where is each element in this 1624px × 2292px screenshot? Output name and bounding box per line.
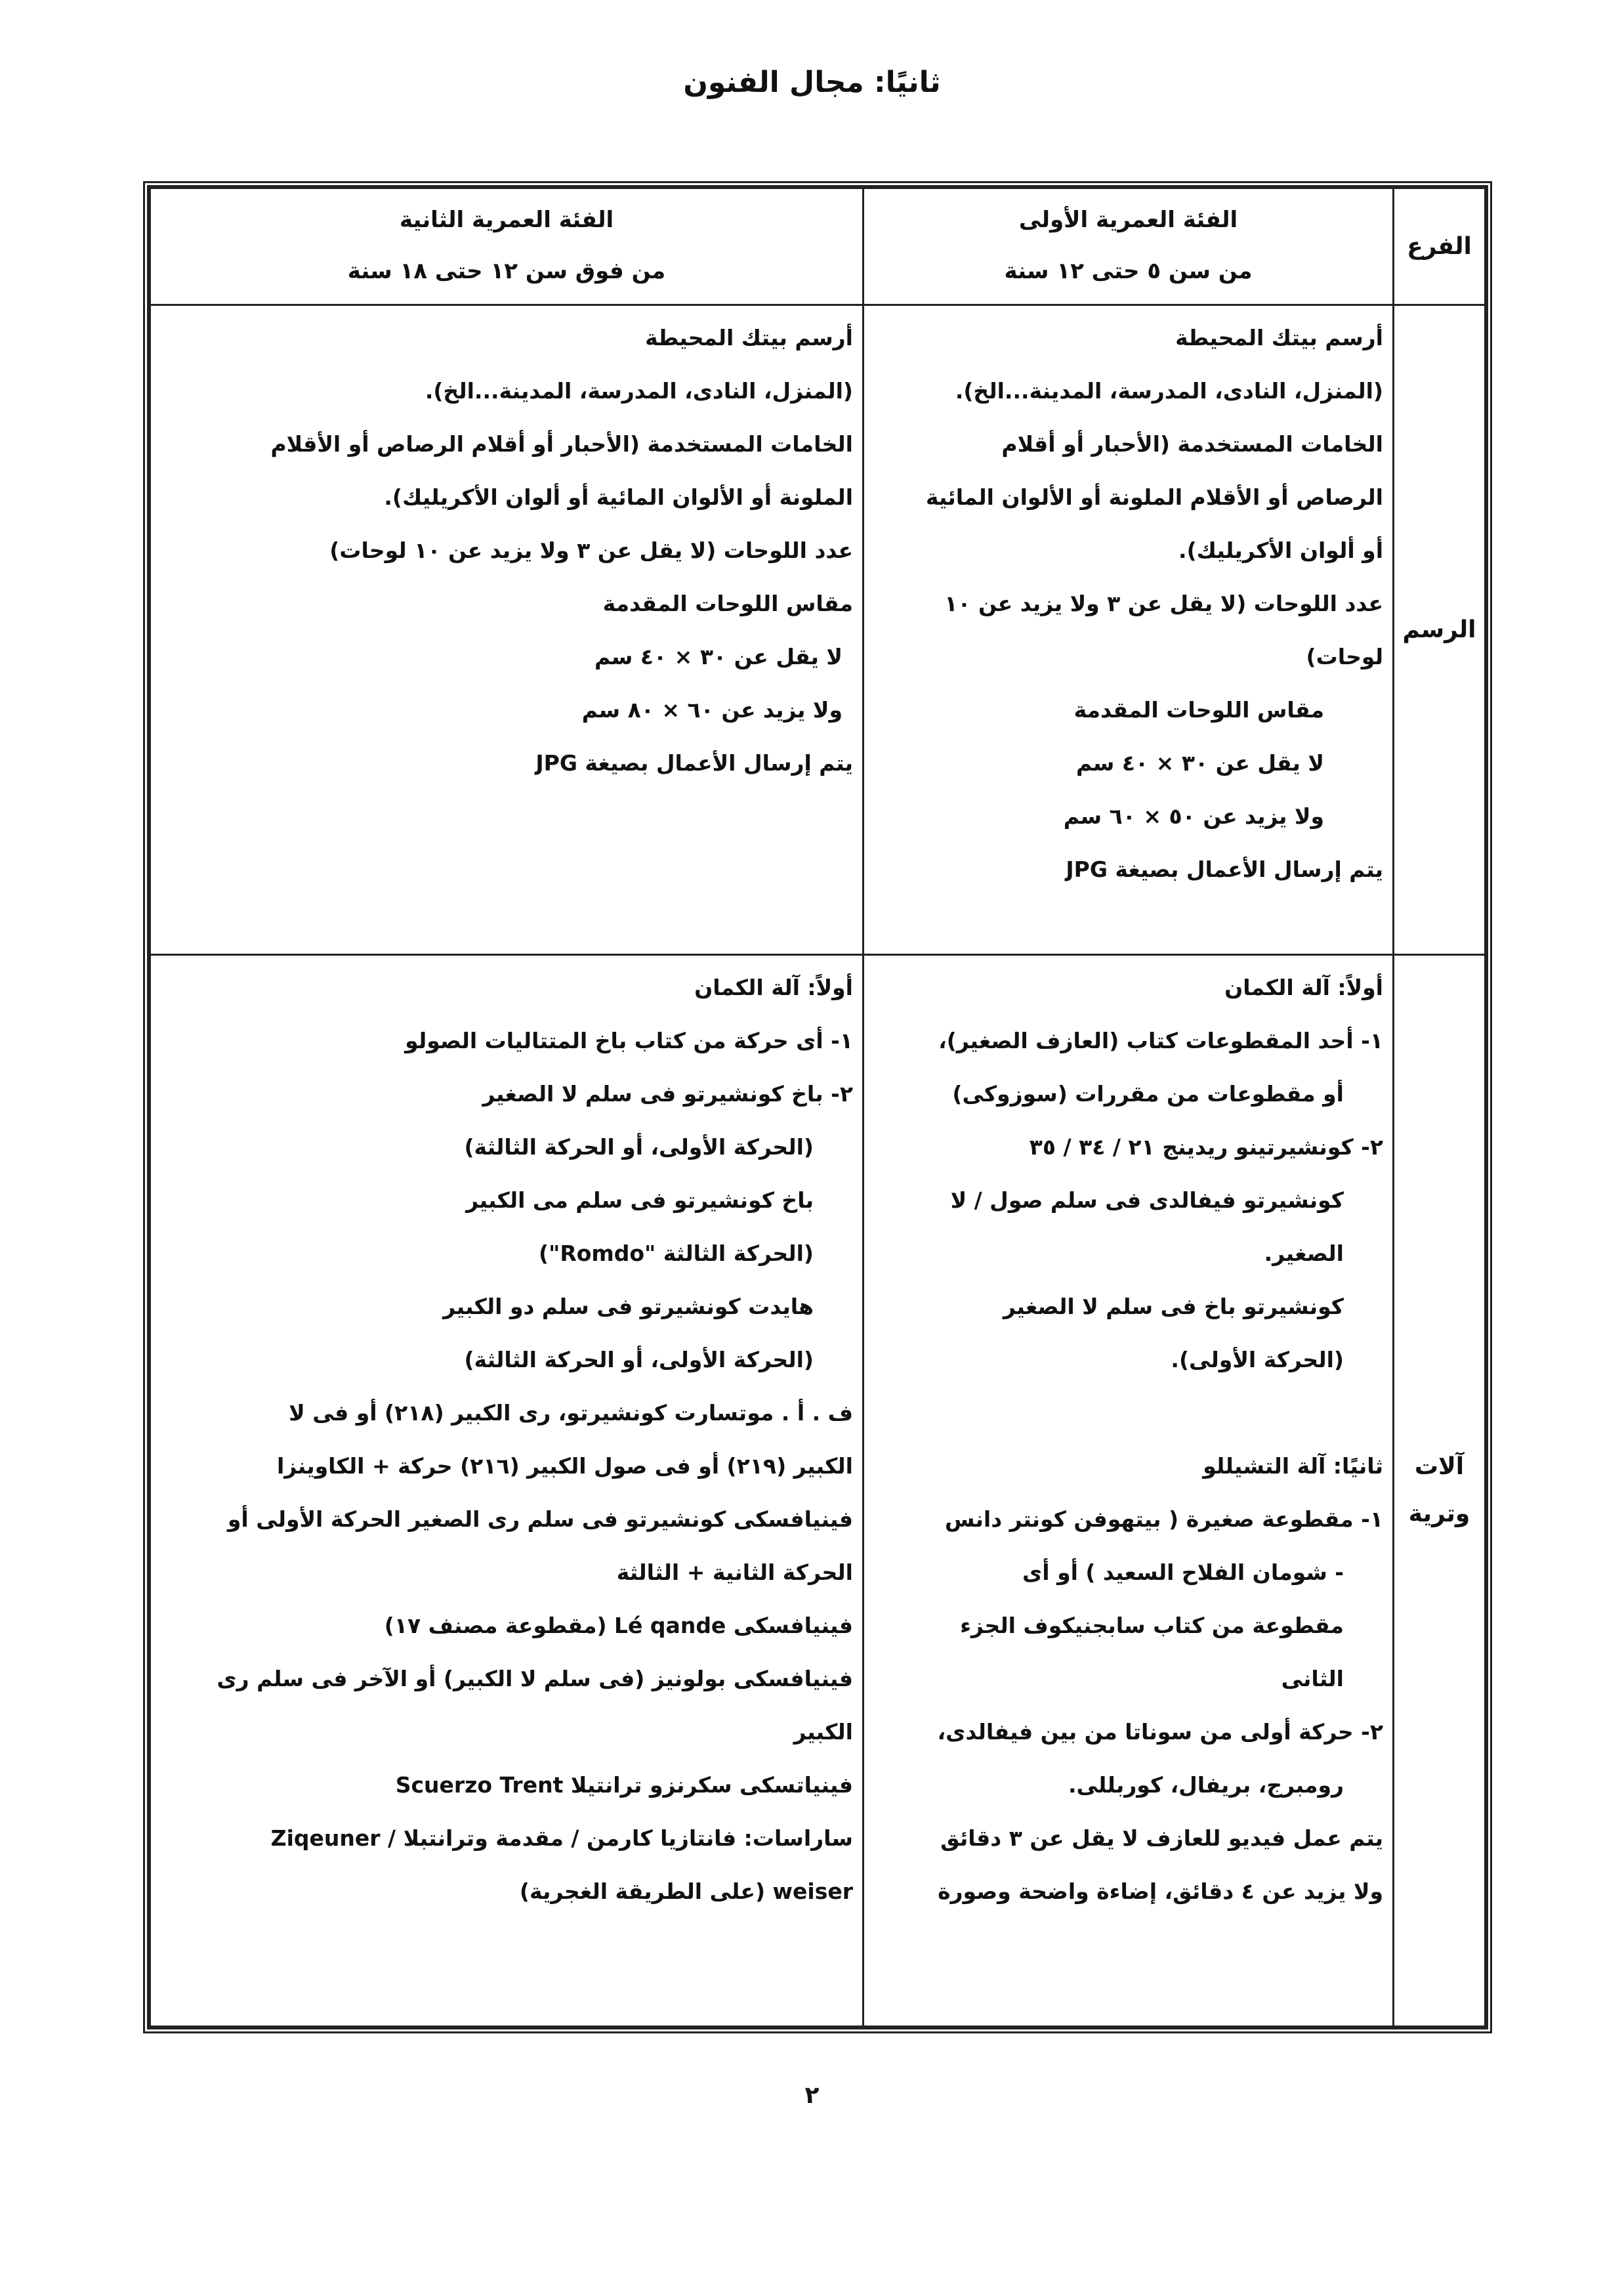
- list-item: الخامات المستخدمة (الأحبار أو أقلام: [1001, 431, 1383, 457]
- list-item: الصغير.: [1264, 1241, 1344, 1266]
- section-heading: أولاً: آلة الكمان: [694, 975, 853, 1000]
- list-item: (الحركة الأولى، أو الحركة الثالثة): [464, 1134, 814, 1160]
- section-heading: ثانيًا: آلة التشيللو: [1203, 1453, 1383, 1479]
- strings-age-group-2: [150, 955, 864, 2027]
- page-title: ثانيًا: مجال الفنون: [683, 66, 941, 99]
- list-item: أو مقطوعات من مقررات (سوزوكى): [952, 1081, 1344, 1107]
- header-branch: [1394, 188, 1486, 305]
- list-item: أو ألوان الأكريليك).: [1178, 538, 1383, 563]
- list-item: مقاس اللوحات المقدمة: [602, 591, 853, 616]
- list-item: ساراسات: فانتازيا كارمن / مقدمة وترانتبلا / Ziqeuner: [270, 1825, 853, 1851]
- list-item: الحركة الثانية + الثالثة: [616, 1560, 853, 1585]
- list-item: لا يقل عن ٣٠ × ٤٠ سم: [1076, 750, 1324, 776]
- list-item: الكبير (٢١٩) أو فى صول الكبير (٢١٦) حركة + الكاوينزا: [276, 1453, 853, 1479]
- list-item: ١- أحد المقطوعات كتاب (العازف الصغير)،: [938, 1028, 1383, 1053]
- list-item: - شومان الفلاح السعيد ) أو أى: [1022, 1560, 1344, 1585]
- list-item: (الحركة الثالثة "Romdo"): [539, 1241, 814, 1266]
- list-item: weiser (على الطريقة الغجرية): [519, 1878, 853, 1904]
- list-item: كونشيرتو باخ فى سلم لا الصغير: [1003, 1294, 1344, 1319]
- list-item: ٢- كونشيرتينو ريدينج ٢١ / ٣٤ / ٣٥: [1029, 1134, 1383, 1160]
- header-age-group-1: [864, 188, 1394, 305]
- list-item: هايدت كونشيرتو فى سلم دو الكبير: [443, 1294, 814, 1319]
- header-age-group-1-title: الفئة العمرية الأولى: [1018, 207, 1238, 233]
- drawing-age-group-1: [864, 305, 1394, 955]
- list-item: يتم إرسال الأعمال بصيغة JPG: [535, 750, 853, 776]
- list-item: فينيافسكى كونشيرتو فى سلم رى الصغير الحركة الأولى أو: [227, 1506, 853, 1532]
- list-item: عدد اللوحات (لا يقل عن ٣ ولا يزيد عن ١٠ لوحات): [329, 538, 853, 563]
- list-item: مقطوعة من كتاب سابجنيكوف الجزء: [960, 1613, 1344, 1638]
- section-heading: أولاً: آلة الكمان: [1224, 975, 1383, 1000]
- spacer: [873, 1386, 1383, 1439]
- list-item: (الحركة الأولى، أو الحركة الثالثة): [464, 1347, 814, 1372]
- list-item: ولا يزيد عن ٤ دقائق، إضاءة واضحة وصورة: [938, 1878, 1383, 1904]
- branch-string-instruments: [1394, 955, 1486, 2027]
- drawing-age-group-2: [150, 305, 864, 955]
- page-number: ٢: [804, 2082, 820, 2109]
- list-item: عدد اللوحات (لا يقل عن ٣ ولا يزيد عن ١٠: [944, 591, 1383, 616]
- list-item: الرصاص أو الأقلام الملونة أو الألوان المائية: [925, 484, 1383, 510]
- strings-age-group-1: [864, 955, 1394, 2027]
- list-item: لا يقل عن ٣٠ × ٤٠ سم: [594, 644, 843, 669]
- list-item: باخ كونشيرتو فى سلم مى الكبير: [466, 1187, 814, 1213]
- list-item: فينياتسكى سكرنزو ترانتيلا Scuerzo Trent: [395, 1772, 853, 1798]
- header-age-group-1-range: من سن ٥ حتى ١٢ سنة: [1004, 258, 1253, 284]
- list-item: فينيافسكى بولونيز (فى سلم لا الكبير) أو الآخر فى سلم رى: [217, 1666, 853, 1691]
- list-item: ١- أى حركة من كتاب باخ المتتاليات الصولو: [405, 1028, 853, 1053]
- list-item: الخامات المستخدمة (الأحبار أو أقلام الرصاص أو الأقلام: [270, 431, 853, 457]
- list-item: (المنزل، النادى، المدرسة، المدينة...الخ).: [955, 378, 1383, 404]
- list-item: (الحركة الأولى).: [1171, 1347, 1344, 1372]
- competition-table-grid: [149, 187, 1486, 2027]
- list-item: الكبير: [793, 1719, 853, 1745]
- list-item: الثانى: [1281, 1666, 1344, 1691]
- list-item: أرسم بيتك المحيطة: [1175, 325, 1383, 350]
- list-item: ٢- باخ كونشيرتو فى سلم لا الصغير: [482, 1081, 853, 1107]
- branch-string-instruments-label-2: وترية: [1408, 1500, 1470, 1527]
- list-item: لوحات): [1306, 644, 1383, 669]
- list-item: كونشيرتو فيفالدى فى سلم صول / لا: [950, 1187, 1344, 1213]
- list-item: ولا يزيد عن ٦٠ × ٨٠ سم: [581, 697, 843, 723]
- table-header-row: [150, 188, 1486, 305]
- list-item: ٢- حركة أولى من سوناتا من بين فيفالدى،: [937, 1719, 1383, 1745]
- list-item: رومبرج، بريفال، كوربللى.: [1068, 1772, 1344, 1798]
- list-item: يتم عمل فيديو للعازف لا يقل عن ٣ دقائق: [940, 1825, 1383, 1851]
- header-age-group-2-range: من فوق سن ١٢ حتى ١٨ سنة: [347, 258, 666, 284]
- branch-drawing-label: الرسم: [1402, 616, 1476, 643]
- list-item: ١- مقطوعة صغيرة ( بيتهوفن كونتر دانس: [944, 1506, 1383, 1532]
- header-age-group-2: [150, 188, 864, 305]
- table-row-string-instruments: [150, 955, 1486, 2027]
- list-item: (المنزل، النادى، المدرسة، المدينة...الخ).: [425, 378, 853, 404]
- branch-string-instruments-label-1: آلات: [1414, 1453, 1465, 1480]
- table-row-drawing: [150, 305, 1486, 955]
- header-age-group-2-title: الفئة العمرية الثانية: [399, 207, 614, 233]
- list-item: مقاس اللوحات المقدمة: [1073, 697, 1324, 723]
- list-item: ف . أ . موتسارت كونشيرتو، رى الكبير (٢١٨) أو فى لا: [289, 1400, 853, 1426]
- list-item: ولا يزيد عن ٥٠ × ٦٠ سم: [1063, 803, 1324, 829]
- header-branch-label: الفرع: [1407, 232, 1472, 260]
- branch-drawing: [1394, 305, 1486, 955]
- list-item: أرسم بيتك المحيطة: [645, 325, 853, 350]
- list-item: يتم إرسال الأعمال بصيغة JPG: [1066, 857, 1383, 882]
- list-item: الملونة أو الألوان المائية أو ألوان الأكريليك).: [384, 484, 853, 510]
- competition-table: [143, 181, 1492, 2033]
- list-item: فينيافسكى Lé qande (مقطوعة مصنف ١٧): [384, 1613, 853, 1638]
